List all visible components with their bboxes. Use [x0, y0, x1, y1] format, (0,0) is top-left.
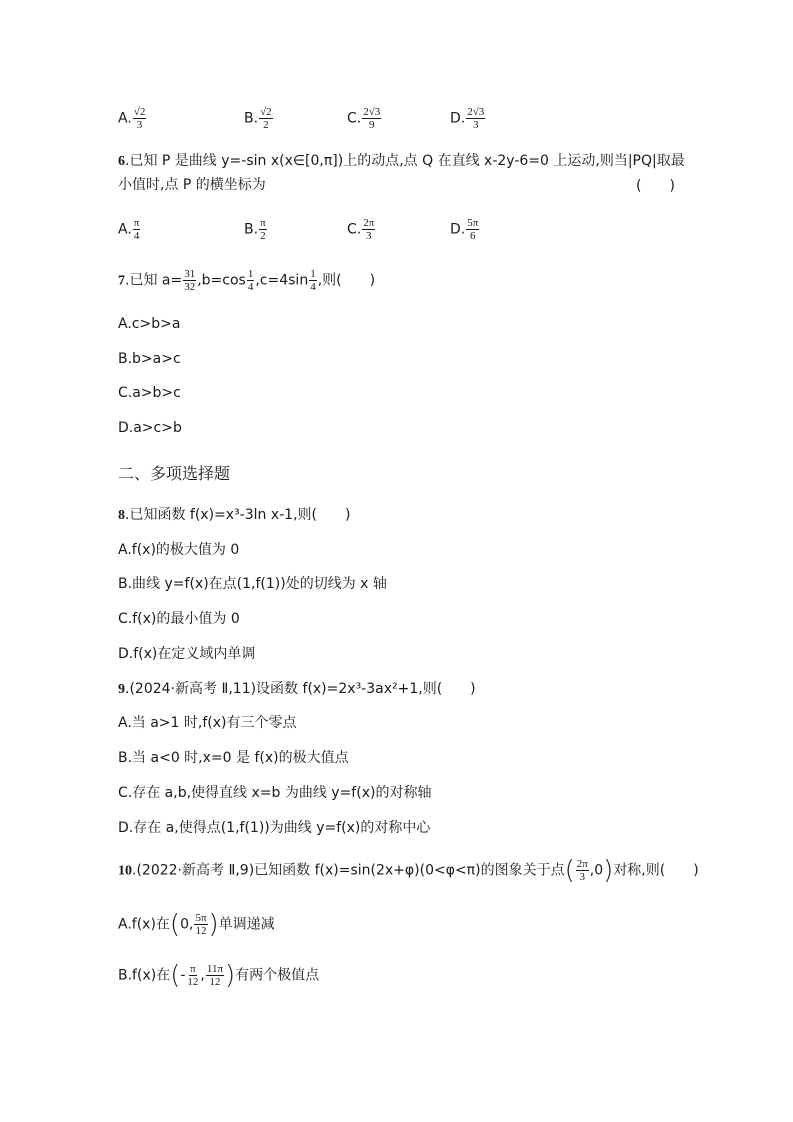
fraction: $\frac{1}{4}$ — [247, 268, 254, 293]
fraction: $\frac{2√3}{9}$ — [363, 106, 381, 131]
q6-option-a[interactable]: A. $\frac{\pi}{4}$ — [118, 217, 140, 242]
fraction: $\frac{\pi}{2}$ — [260, 217, 266, 242]
fraction: $\frac{2\pi}{3}$ — [576, 858, 588, 883]
q6-stem-line2: 小值时,点 P 的横坐标为 — [118, 177, 266, 193]
fraction: $\frac{√2}{2}$ — [260, 106, 272, 131]
answer-paren: ( ) — [636, 178, 675, 194]
q6-option-c[interactable]: C. $\frac{2\pi}{3}$ — [347, 217, 375, 242]
section-heading: 二、多项选择题 — [118, 464, 231, 483]
q10-stem: 10.(2022·新高考 Ⅱ,9)已知函数 f(x)=sin(2x+φ)(0<φ<π)的图象关于点( $\frac{2\pi}{3}$ ,0)对称,则( ) — [118, 855, 699, 886]
fraction: $\frac{2\pi}{3}$ — [363, 217, 375, 242]
fraction: $\frac{2√3}{3}$ — [467, 106, 485, 131]
q8-option-c[interactable]: C.f(x)的最小值为 0 — [118, 611, 240, 627]
q10-option-a[interactable]: A.f(x)在(0, $\frac{5\pi}{12}$ )单调递减 — [118, 909, 275, 940]
question-number: 7 — [118, 273, 125, 289]
q6-option-b[interactable]: B. $\frac{\pi}{2}$ — [244, 217, 266, 242]
fraction: $\frac{11\pi}{12}$ — [206, 963, 224, 988]
q8-option-a[interactable]: A.f(x)的极大值为 0 — [118, 542, 240, 558]
q8-stem: 8.已知函数 f(x)=x³-3ln x-1,则( ) — [118, 507, 351, 523]
question-number: 6 — [118, 154, 125, 169]
q7-option-b[interactable]: B.b>a>c — [118, 351, 181, 367]
q9-option-d[interactable]: D.存在 a,使得点(1,f(1))为曲线 y=f(x)的对称中心 — [118, 820, 431, 836]
fraction: $\frac{\pi}{12}$ — [187, 963, 199, 988]
fraction: $\frac{31}{32}$ — [184, 268, 196, 293]
q5-option-a[interactable] — [118, 106, 147, 131]
q10-option-b[interactable]: B.f(x)在(- $\frac{\pi}{12}$ , $\frac{11\pi}{12}$ )有两个极值点 — [118, 960, 320, 991]
option-label: D. — [450, 110, 466, 127]
q5-option-c[interactable] — [347, 106, 382, 131]
q7-option-a[interactable]: A.c>b>a — [118, 316, 181, 332]
question-number: 9 — [118, 682, 125, 697]
q9-option-a[interactable]: A.当 a>1 时,f(x)有三个零点 — [118, 715, 297, 731]
q6-stem-line1: 6.已知 P 是曲线 y=-sin x(x∈[0,π])上的动点,点 Q 在直线 x-2y-6=0 上运动,则当|PQ|取最 — [118, 153, 685, 169]
q8-option-d[interactable]: D.f(x)在定义域内单调 — [118, 646, 256, 662]
option-label: B. — [244, 110, 259, 127]
q6-option-d[interactable]: D. $\frac{5\pi}{6}$ — [450, 217, 479, 242]
q7-stem: 7.已知 a= $\frac{31}{32}$ ,b=cos $\frac{1}{4}$ ,c=4sin $\frac{1}{4}$ ,则( ) — [118, 268, 376, 293]
option-label: C. — [347, 110, 362, 127]
q9-option-c[interactable]: C.存在 a,b,使得直线 x=b 为曲线 y=f(x)的对称轴 — [118, 785, 432, 801]
q8-option-b[interactable]: B.曲线 y=f(x)在点(1,f(1))处的切线为 x 轴 — [118, 576, 387, 592]
question-number: 8 — [118, 508, 125, 523]
q7-option-d[interactable]: D.a>c>b — [118, 420, 182, 436]
fraction: $\frac{1}{4}$ — [310, 268, 316, 293]
fraction: $\frac{5\pi}{12}$ — [195, 912, 207, 937]
question-number: 10 — [118, 863, 132, 879]
option-label: A. — [118, 110, 132, 127]
fraction: $\frac{\pi}{4}$ — [133, 217, 140, 242]
fraction: $\frac{5\pi}{6}$ — [467, 217, 479, 242]
q5-option-b[interactable] — [244, 106, 274, 131]
q7-option-c[interactable]: C.a>b>c — [118, 385, 181, 401]
fraction: $\frac{√2}{3}$ — [133, 106, 146, 131]
q9-stem: 9.(2024·新高考 Ⅱ,11)设函数 f(x)=2x³-3ax²+1,则( ) — [118, 681, 476, 697]
q5-option-d[interactable] — [450, 106, 486, 131]
q9-option-b[interactable]: B.当 a<0 时,x=0 是 f(x)的极大值点 — [118, 750, 349, 766]
